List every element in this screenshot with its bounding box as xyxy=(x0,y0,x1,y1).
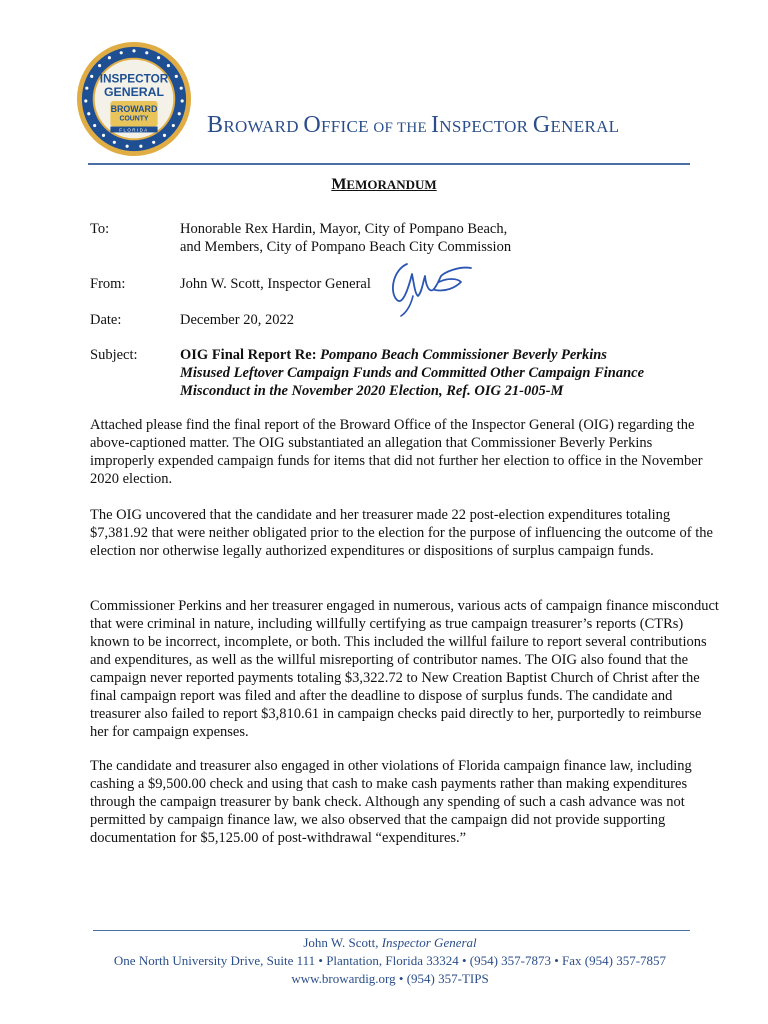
seal-text-general: GENERAL xyxy=(103,85,165,100)
subject-label: Subject: xyxy=(90,347,138,363)
body-paragraph-2: The OIG uncovered that the candidate and her treasurer made 22 post-election expenditures totaling $7,381.92 that were neither obligated prior to the election for the purpose of influencing the outcome of the election nor otherwise legally authorized expenditures or dispositions of surplus campaign funds. xyxy=(90,507,713,559)
organization-title: BROWARD OFFICE OF THE INSPECTOR GENERAL xyxy=(207,112,620,138)
from-value: John W. Scott, Inspector General xyxy=(180,276,371,292)
subject-line-2: Misused Leftover Campaign Funds and Committed Other Campaign Finance xyxy=(180,365,645,381)
seal-text-inspector: INSPECTOR xyxy=(99,71,169,86)
to-recipients xyxy=(180,220,720,256)
subject-line-1: OIG Final Report Re: Pompano Beach Commissioner Beverly Perkins xyxy=(180,347,607,363)
inspector-general-seal xyxy=(75,40,193,158)
body-paragraph-3: Commissioner Perkins and her treasurer engaged in numerous, various acts of campaign finance misconduct that were criminal in nature, including willfully certifying as true campaign treasurer’s reports (CTRs) known to be incorrect, incomplete, or both. This included the willful failure to report several contributions and expenditures, as well as the willful misreporting of contributor names. The OIG also found that the campaign never reported payments totaling $3,322.72 to New Creation Baptist Church of Christ after the final campaign report was filed and after the deadline to dispose of surplus funds. The candidate and treasurer also failed to report $3,810.61 in campaign checks paid directly to her, purportedly to reimburse her for campaign expenses. xyxy=(90,598,719,740)
to-label: To: xyxy=(90,221,110,237)
body-paragraph-4: The candidate and treasurer also engaged in other violations of Florida campaign finance law, including cashing a $9,500.00 check and using that cash to make cash payments rather than making expenditures through the campaign treasurer by bank check. Although any spending of such a cash advance was not permitted by campaign finance law, we also observed that the campaign did not provide supporting documentation for $5,125.00 of post-withdrawal “expenditures.” xyxy=(90,758,692,846)
date-value: December 20, 2022 xyxy=(180,312,294,328)
body-paragraph-1: Attached please find the final report of the Broward Office of the Inspector General (OIG) regarding the above-captioned matter. The OIG substantiated an allegation that Commissioner Beverly Perkins improperly expended campaign funds for items that did not further her election to office in the November 2020 election. xyxy=(90,417,703,487)
to-line-1: Honorable Rex Hardin, Mayor, City of Pompano Beach, xyxy=(180,221,508,237)
memorandum-heading: MEMORANDUM xyxy=(331,176,437,193)
seal-text-county: COUNTY xyxy=(119,115,149,123)
from-label: From: xyxy=(90,276,126,292)
footer-web: www.browardig.org • (954) 357-TIPS xyxy=(291,971,489,986)
footer-address: One North University Drive, Suite 111 • Plantation, Florida 33324 • (954) 357-7873 • Fax (954) 357-7857 xyxy=(113,953,667,968)
header-divider xyxy=(88,163,690,165)
subject-line-3: Misconduct in the November 2020 Election, Ref. OIG 21-005-M xyxy=(180,383,564,399)
seal-text-florida: FLORIDA xyxy=(119,127,149,133)
date-label: Date: xyxy=(90,312,122,328)
subject-value xyxy=(180,346,720,400)
footer-name-line: John W. Scott, Inspector General xyxy=(303,935,477,950)
to-line-2: and Members, City of Pompano Beach City Commission xyxy=(180,239,512,255)
footer-divider xyxy=(93,930,690,931)
seal-text-broward: BROWARD xyxy=(110,103,158,114)
signature xyxy=(385,256,475,318)
